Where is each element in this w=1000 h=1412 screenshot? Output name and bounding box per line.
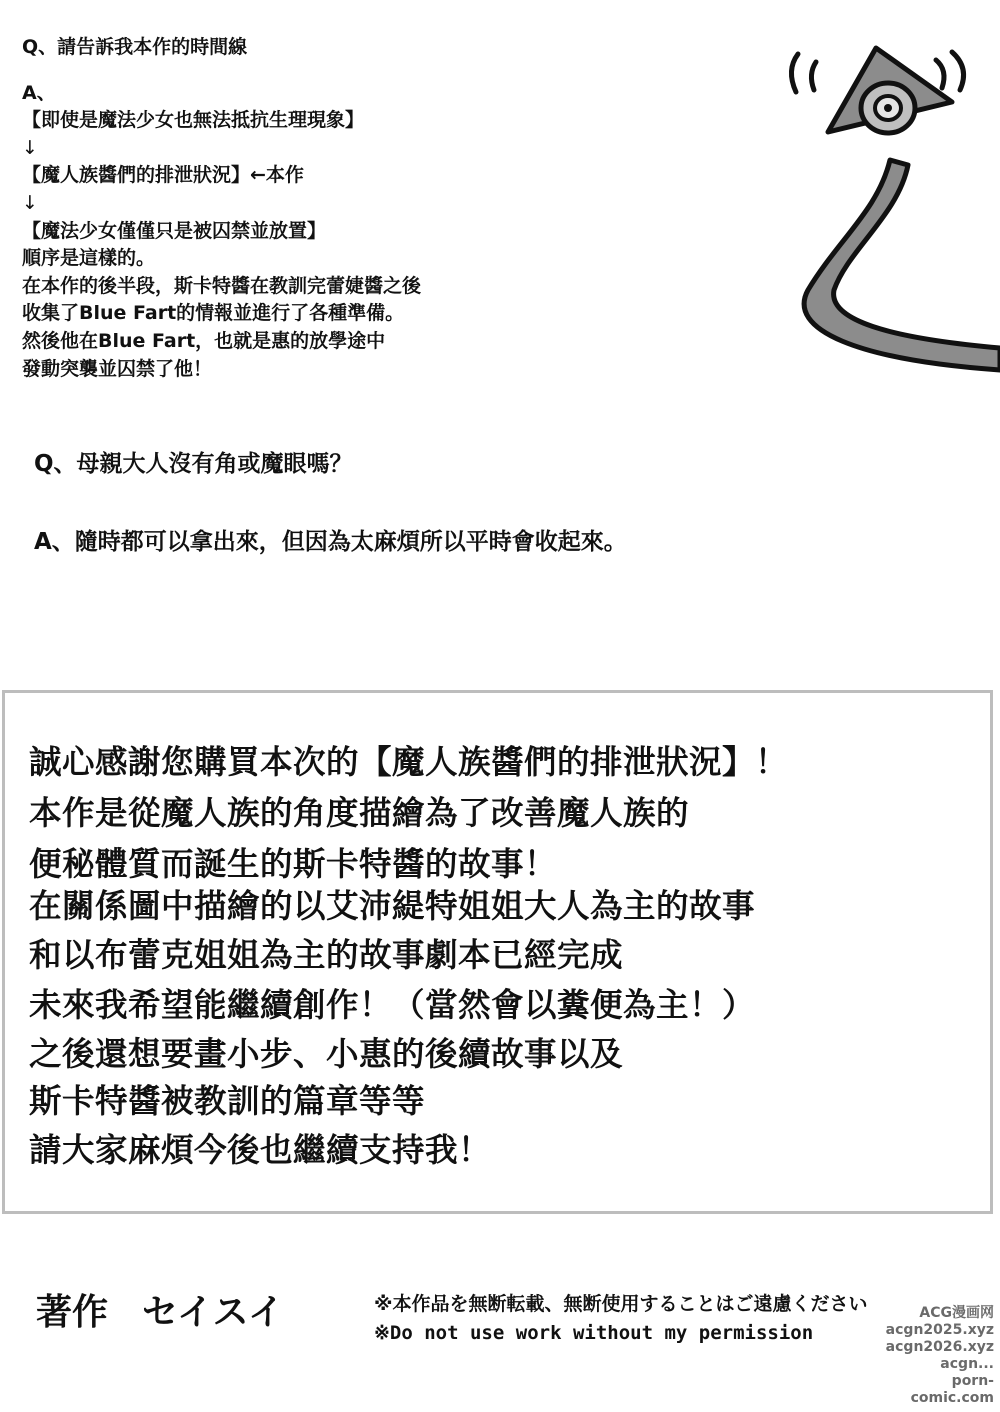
- timeline-text-2: 在本作的後半段，斯卡特醬在教訓完蕾婕醬之後: [22, 274, 422, 297]
- timeline-arrow-1: ↓: [22, 136, 38, 159]
- demon-tail-arrow-icon: [768, 40, 1000, 400]
- notice-english: ※Do not use work without my permission: [374, 1322, 814, 1344]
- timeline-text-5: 發動突襲並囚禁了他！: [22, 357, 213, 380]
- thanks-line-4: 在關係圖中描繪的以艾沛緹特姐姐大人為主的故事: [29, 887, 756, 925]
- timeline-entry-3: 【魔法少女僅僅只是被囚禁並放置】: [22, 219, 327, 242]
- mother-question: Q、母親大人沒有角或魔眼嗎？: [34, 451, 353, 477]
- timeline-text-3: 收集了Blue Fart的情報並進行了各種準備。: [22, 302, 405, 325]
- thanks-line-5: 和以布蕾克姐姐為主的故事劇本已經完成: [29, 936, 624, 974]
- timeline-answer-label: A、: [22, 81, 56, 104]
- thanks-line-9: 請大家麻煩今後也繼續支持我！: [29, 1131, 492, 1169]
- timeline-text-1: 順序是這樣的。: [22, 247, 156, 270]
- author-label: 著作: [36, 1292, 109, 1333]
- timeline-arrow-2: ↓: [22, 191, 38, 214]
- thanks-line-7: 之後還想要畫小步、小惠的後續故事以及: [29, 1035, 624, 1073]
- timeline-question: Q、請告訴我本作的時間線: [22, 36, 248, 58]
- timeline-text-4: 然後他在Blue Fart，也就是惠的放學途中: [22, 329, 386, 352]
- author-credit: [36, 1284, 284, 1335]
- notice-japanese: ※本作品を無断転載、無断使用することはご遠慮ください: [374, 1293, 868, 1315]
- watermark-line-1: ACG漫画网: [919, 1305, 994, 1321]
- watermark-line-4: acgn...: [940, 1356, 994, 1372]
- thanks-line-1: 誠心感謝您購買本次的【魔人族醬們的排泄狀況】！: [29, 743, 789, 781]
- thanks-box: [2, 690, 993, 1214]
- thanks-line-6: 未來我希望能繼續創作！（當然會以糞便為主！）: [29, 986, 756, 1024]
- timeline-qa: [22, 34, 582, 383]
- mother-answer: A、隨時都可以拿出來，但因為太麻煩所以平時會收起來。: [34, 529, 627, 555]
- copyright-notice: [374, 1290, 867, 1348]
- watermark-line-5: porn-comic.com: [910, 1373, 994, 1406]
- thanks-line-8: 斯卡特醬被教訓的篇章等等: [29, 1082, 426, 1120]
- thanks-line-3: 便秘體質而誕生的斯卡特醬的故事！: [29, 845, 558, 883]
- timeline-entry-2: 【魔人族醬們的排泄狀況】←本作: [22, 164, 304, 187]
- watermark-line-2: acgn2025.xyz: [885, 1322, 994, 1338]
- site-watermark: [874, 1305, 994, 1407]
- author-name: セイスイ: [142, 1292, 284, 1333]
- thanks-line-2: 本作是從魔人族的角度描繪為了改善魔人族的: [29, 794, 690, 832]
- timeline-entry-1: 【即使是魔法少女也無法抵抗生理現象】: [22, 109, 365, 132]
- watermark-line-3: acgn2026.xyz: [885, 1339, 994, 1355]
